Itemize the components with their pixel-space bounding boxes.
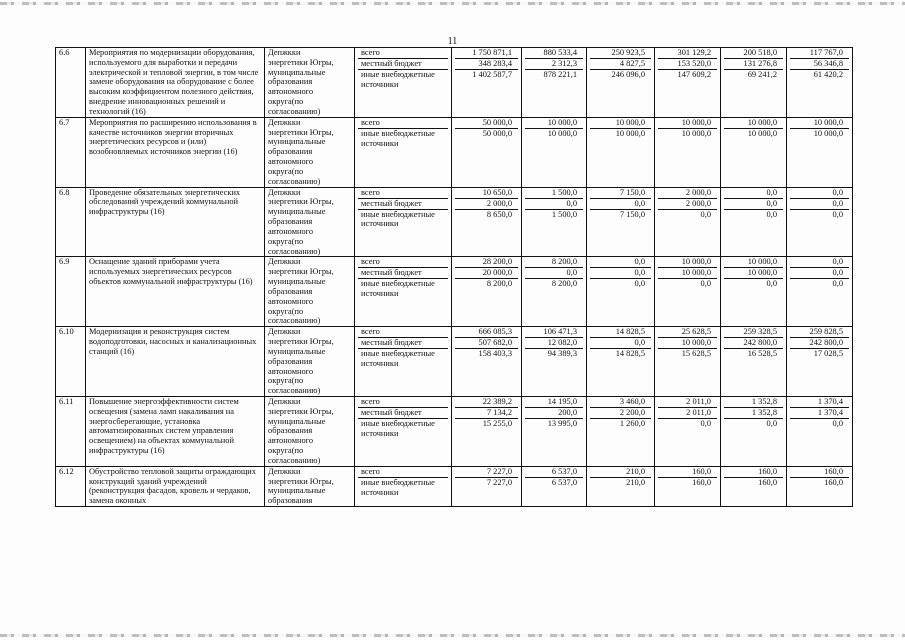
table-row xyxy=(56,257,853,327)
amount-cell xyxy=(522,327,587,397)
executor-line: муниципальные xyxy=(268,137,326,147)
amount-value: 12 082,0 xyxy=(525,338,583,349)
scan-edge-bottom xyxy=(0,634,905,637)
executor-line: автономного xyxy=(268,226,314,236)
executor-word: Депжкк xyxy=(268,257,296,267)
source-cell xyxy=(355,327,452,397)
executor-line xyxy=(268,97,351,107)
amount-value: 0,0 xyxy=(525,268,583,279)
executor-cell xyxy=(265,466,355,506)
executor-line: энергетики Югры, xyxy=(268,406,334,416)
amount-value: 0,0 xyxy=(832,209,843,219)
row-number: 6.9 xyxy=(56,257,86,327)
amount-value: 348 283,4 xyxy=(455,59,518,70)
executor-line: образования xyxy=(268,77,313,87)
executor-cell xyxy=(265,257,355,327)
amount-cell xyxy=(522,187,587,257)
amount-cell xyxy=(787,257,853,327)
amount-cell xyxy=(787,48,853,118)
amount-value: 50 000,0 xyxy=(482,128,512,138)
amount-value: 0,0 xyxy=(790,188,849,199)
source-cell xyxy=(355,48,452,118)
executor-word: и xyxy=(295,257,301,267)
amount-value: 507 682,0 xyxy=(455,338,518,349)
amount-cell xyxy=(787,117,853,187)
executor-cell xyxy=(265,327,355,397)
amount-value: 13 995,0 xyxy=(547,418,577,428)
page-number: 11 xyxy=(447,36,458,47)
executor-line xyxy=(268,307,351,317)
table-row xyxy=(56,187,853,257)
amount-value: 2 011,0 xyxy=(658,408,717,419)
amount-cell xyxy=(721,396,787,466)
amount-cell xyxy=(587,257,655,327)
amount-cell xyxy=(655,187,721,257)
executor-line: образования xyxy=(268,496,313,506)
executor-line xyxy=(268,446,351,456)
amount-value: 10 000,0 xyxy=(724,268,783,279)
amount-value: 50 000,0 xyxy=(455,118,518,129)
amount-value: 259 828,5 xyxy=(790,327,849,338)
amount-value: 61 420,2 xyxy=(813,70,843,79)
funding-source: всего xyxy=(358,397,448,408)
executor-word: (по xyxy=(291,166,304,176)
amount-value: 210,0 xyxy=(626,477,645,487)
amount-value: 117 767,0 xyxy=(790,48,849,59)
executor-word: Депжкк xyxy=(268,396,296,406)
funding-source: иные внебюджетные источники xyxy=(361,279,435,299)
amount-value: 25 628,5 xyxy=(658,327,717,338)
executor-line: согласованию) xyxy=(268,176,321,186)
amount-value: 1 352,8 xyxy=(724,397,783,408)
executor-line xyxy=(268,397,351,407)
amount-value: 0,0 xyxy=(832,418,843,428)
amount-value: 7 227,0 xyxy=(455,467,518,478)
amount-value: 106 471,3 xyxy=(525,327,583,338)
table-row xyxy=(56,327,853,397)
amount-value: 94 389,3 xyxy=(547,349,577,359)
funding-source: местный бюджет xyxy=(358,199,448,210)
amount-value: 10 000,0 xyxy=(658,118,717,129)
amount-cell xyxy=(721,466,787,506)
amount-value: 14 828,5 xyxy=(615,349,645,359)
amount-value: 4 827,5 xyxy=(590,59,651,70)
amount-value: 2 000,0 xyxy=(455,199,518,210)
amount-value: 3 460,0 xyxy=(590,397,651,408)
amount-value: 10 000,0 xyxy=(747,128,777,138)
amount-value: 210,0 xyxy=(590,467,651,478)
amount-value: 1 352,8 xyxy=(724,408,783,419)
amount-cell xyxy=(587,187,655,257)
amount-value: 14 195,0 xyxy=(525,397,583,408)
executor-line: согласованию) xyxy=(268,316,321,326)
measure-name: Мероприятия по расширению использования в качестве источников энергии вторичных энергетических ресурсов и (или) возобновляемых источников энергии (16) xyxy=(86,117,265,187)
amount-cell xyxy=(721,117,787,187)
amount-value: 259 328,5 xyxy=(724,327,783,338)
executor-word: (по xyxy=(291,306,304,316)
row-number: 6.7 xyxy=(56,117,86,187)
executor-line: образования xyxy=(268,147,313,157)
amount-cell xyxy=(587,396,655,466)
executor-line: согласованию) xyxy=(268,386,321,396)
scan-edge-top xyxy=(0,2,905,5)
amount-value: 2 000,0 xyxy=(658,188,717,199)
executor-word: и xyxy=(295,117,301,127)
amount-cell xyxy=(655,396,721,466)
amount-value: 8 200,0 xyxy=(525,257,583,268)
row-number: 6.6 xyxy=(56,48,86,118)
amount-cell xyxy=(452,466,522,506)
amount-cell xyxy=(452,396,522,466)
executor-line: муниципальные xyxy=(268,346,326,356)
executor-line: энергетики Югры, xyxy=(268,127,334,137)
measure-name: Мероприятия по модернизации оборудования, используемого для выработки и передачи электрической и тепловой энергии, в том числе замене оборудования на оборудование с более высоким коэффициентом полезного действия, внедрение инновационных решений и технологий (16) xyxy=(86,48,265,118)
executor-line xyxy=(268,237,351,247)
executor-word: и xyxy=(295,396,301,406)
executor-line: энергетики Югры, xyxy=(268,476,334,486)
amount-value: 10 000,0 xyxy=(658,257,717,268)
amount-value: 160,0 xyxy=(824,477,843,487)
amount-value: 7 134,2 xyxy=(455,408,518,419)
executor-line: автономного xyxy=(268,157,314,167)
source-cell xyxy=(355,117,452,187)
amount-value: 0,0 xyxy=(790,257,849,268)
amount-cell xyxy=(787,396,853,466)
amount-value: 0,0 xyxy=(832,279,843,289)
amount-value: 0,0 xyxy=(790,268,849,279)
executor-word: Депжкк xyxy=(268,48,296,57)
executor-line xyxy=(268,467,351,477)
executor-line: автономного xyxy=(268,366,314,376)
amount-value: 7 227,0 xyxy=(486,477,512,487)
amount-value: 2 011,0 xyxy=(658,397,717,408)
funding-source: всего xyxy=(358,257,448,268)
amount-cell xyxy=(787,466,853,506)
executor-line: автономного xyxy=(268,436,314,446)
amount-cell xyxy=(787,327,853,397)
executor-line: муниципальные xyxy=(268,67,326,77)
amount-cell xyxy=(655,48,721,118)
row-number: 6.8 xyxy=(56,187,86,257)
amount-value: 10 000,0 xyxy=(590,118,651,129)
amount-value: 160,0 xyxy=(758,477,777,487)
amount-value: 10 000,0 xyxy=(658,268,717,279)
executor-line xyxy=(268,376,351,386)
executor-line: согласованию) xyxy=(268,106,321,116)
funding-source: иные внебюджетные источники xyxy=(361,209,435,229)
amount-value: 1 370,4 xyxy=(790,397,849,408)
amount-value: 1 750 871,1 xyxy=(455,48,518,59)
amount-value: 15 628,5 xyxy=(681,349,711,359)
funding-source: местный бюджет xyxy=(358,268,448,279)
amount-value: 0,0 xyxy=(724,199,783,210)
executor-line xyxy=(268,327,351,337)
executor-word: округа xyxy=(268,306,292,316)
amount-value: 0,0 xyxy=(724,188,783,199)
amount-value: 153 520,0 xyxy=(658,59,717,70)
amount-cell xyxy=(587,117,655,187)
amount-value: 10 000,0 xyxy=(658,338,717,349)
amount-value: 6 537,0 xyxy=(551,477,577,487)
table-row xyxy=(56,117,853,187)
executor-cell xyxy=(265,48,355,118)
amount-cell xyxy=(522,257,587,327)
measure-name: Проведение обязательных энергетических обследований учреждений коммунальной инфраструктуры (16) xyxy=(86,187,265,257)
amount-cell xyxy=(587,466,655,506)
amount-value: 1 402 587,7 xyxy=(472,70,512,79)
amount-value: 0,0 xyxy=(700,418,711,428)
executor-line xyxy=(268,167,351,177)
amount-value: 10 000,0 xyxy=(615,128,645,138)
executor-line: автономного xyxy=(268,87,314,97)
table-row xyxy=(56,48,853,118)
amount-value: 200 518,0 xyxy=(724,48,783,59)
amount-value: 15 255,0 xyxy=(482,418,512,428)
amount-value: 0,0 xyxy=(700,279,711,289)
executor-word: и xyxy=(295,327,301,337)
amount-value: 160,0 xyxy=(790,467,849,478)
amount-value: 1 370,4 xyxy=(790,408,849,419)
table-row xyxy=(56,396,853,466)
amount-value: 1 500,0 xyxy=(525,188,583,199)
amount-value: 880 533,4 xyxy=(525,48,583,59)
amount-value: 0,0 xyxy=(590,199,651,210)
amount-value: 250 923,5 xyxy=(590,48,651,59)
row-number: 6.10 xyxy=(56,327,86,397)
amount-value: 0,0 xyxy=(790,199,849,210)
amount-cell xyxy=(655,117,721,187)
amount-cell xyxy=(452,187,522,257)
amount-value: 2 312,3 xyxy=(525,59,583,70)
executor-word: и xyxy=(295,187,301,197)
amount-value: 242 800,0 xyxy=(790,338,849,349)
table-body xyxy=(56,48,853,507)
amount-value: 10 000,0 xyxy=(681,128,711,138)
row-number: 6.12 xyxy=(56,466,86,506)
executor-word: округа xyxy=(268,97,292,107)
source-cell xyxy=(355,466,452,506)
amount-value: 242 800,0 xyxy=(724,338,783,349)
executor-line: образования xyxy=(268,217,313,227)
amount-cell xyxy=(721,327,787,397)
executor-word: округа xyxy=(268,376,292,386)
executor-line: автономного xyxy=(268,296,314,306)
amount-value: 1 500,0 xyxy=(551,209,577,219)
amount-value: 14 828,5 xyxy=(590,327,651,338)
executor-line: образования xyxy=(268,356,313,366)
amount-value: 20 000,0 xyxy=(455,268,518,279)
executor-line xyxy=(268,257,351,267)
amount-value: 0,0 xyxy=(590,257,651,268)
funding-source: местный бюджет xyxy=(358,59,448,70)
amount-value: 10 000,0 xyxy=(790,118,849,129)
amount-value: 878 221,1 xyxy=(543,70,577,79)
executor-line: образования xyxy=(268,426,313,436)
amount-value: 131 276,8 xyxy=(724,59,783,70)
amount-value: 0,0 xyxy=(766,279,777,289)
amount-value: 10 650,0 xyxy=(455,188,518,199)
executor-word: Депжкк xyxy=(268,327,296,337)
table-row xyxy=(56,466,853,506)
executor-word: (по xyxy=(291,97,304,107)
funding-source: местный бюджет xyxy=(358,338,448,349)
executor-word: округа xyxy=(268,166,292,176)
funding-source: всего xyxy=(358,467,448,478)
source-cell xyxy=(355,187,452,257)
amount-value: 7 150,0 xyxy=(590,188,651,199)
amount-value: 56 346,8 xyxy=(790,59,849,70)
executor-line: муниципальные xyxy=(268,207,326,217)
amount-cell xyxy=(587,48,655,118)
amount-cell xyxy=(452,327,522,397)
executor-line xyxy=(268,48,351,58)
amount-cell xyxy=(787,187,853,257)
amount-value: 0,0 xyxy=(700,209,711,219)
executor-word: (по xyxy=(291,236,304,246)
amount-cell xyxy=(522,466,587,506)
executor-word: и xyxy=(295,48,301,57)
amount-value: 1 260,0 xyxy=(619,418,645,428)
amount-value: 0,0 xyxy=(525,199,583,210)
amount-cell xyxy=(655,257,721,327)
amount-value: 2 000,0 xyxy=(658,199,717,210)
funding-source: местный бюджет xyxy=(358,408,448,419)
amount-value: 200,0 xyxy=(525,408,583,419)
executor-word: округа xyxy=(268,236,292,246)
executor-line: согласованию) xyxy=(268,246,321,256)
funding-source: иные внебюджетные источники xyxy=(361,418,435,438)
amount-cell xyxy=(655,327,721,397)
amount-value: 0,0 xyxy=(590,268,651,279)
executor-line xyxy=(268,188,351,198)
executor-line: муниципальные xyxy=(268,486,326,496)
amount-value: 10 000,0 xyxy=(724,118,783,129)
funding-source: иные внебюджетные источники xyxy=(361,349,435,369)
amount-value: 666 085,3 xyxy=(455,327,518,338)
executor-cell xyxy=(265,117,355,187)
amount-value: 69 241,2 xyxy=(747,70,777,79)
amount-cell xyxy=(721,257,787,327)
amount-value: 158 403,3 xyxy=(478,349,512,359)
measure-name: Повышение энергоэффективности систем освещения (замена ламп накаливания на энергосберегающие, установка автоматизированных систем управления освещением) на объектах коммунальной инфраструктуры (16) xyxy=(86,396,265,466)
amount-value: 160,0 xyxy=(724,467,783,478)
amount-cell xyxy=(587,327,655,397)
amount-value: 8 200,0 xyxy=(486,279,512,289)
amount-cell xyxy=(721,187,787,257)
executor-line: энергетики Югры, xyxy=(268,57,334,67)
funding-source: всего xyxy=(358,118,448,129)
amount-value: 17 028,5 xyxy=(813,349,843,359)
funding-source: иные внебюджетные источники xyxy=(361,70,435,89)
amount-value: 10 000,0 xyxy=(525,118,583,129)
executor-line: муниципальные xyxy=(268,416,326,426)
program-table xyxy=(55,47,853,507)
measure-name: Модернизация и реконструкция систем водоподготовки, насосных и канализационных станций (16) xyxy=(86,327,265,397)
executor-line: образования xyxy=(268,286,313,296)
executor-word: Депжкк xyxy=(268,466,296,476)
amount-cell xyxy=(522,396,587,466)
row-number: 6.11 xyxy=(56,396,86,466)
amount-value: 22 389,2 xyxy=(455,397,518,408)
amount-value: 28 200,0 xyxy=(455,257,518,268)
measure-name: Обустройство тепловой защиты ограждающих конструкций зданий учреждений (реконструкция фасадов, кровель и чердаков, замена оконных xyxy=(86,466,265,506)
funding-source: иные внебюджетные источники xyxy=(361,128,435,148)
amount-value: 160,0 xyxy=(658,467,717,478)
amount-cell xyxy=(522,48,587,118)
amount-value: 10 000,0 xyxy=(813,128,843,138)
executor-word: округа xyxy=(268,446,292,456)
amount-value: 246 096,0 xyxy=(611,70,645,79)
executor-word: (по xyxy=(291,376,304,386)
executor-word: и xyxy=(295,466,301,476)
amount-value: 16 528,5 xyxy=(747,349,777,359)
funding-source: всего xyxy=(358,48,448,59)
amount-value: 2 200,0 xyxy=(590,408,651,419)
executor-line: муниципальные xyxy=(268,277,326,287)
amount-value: 0,0 xyxy=(634,279,645,289)
amount-value: 7 150,0 xyxy=(619,209,645,219)
amount-value: 147 609,2 xyxy=(677,70,711,79)
amount-value: 10 000,0 xyxy=(547,128,577,138)
amount-value: 0,0 xyxy=(766,418,777,428)
executor-word: Депжкк xyxy=(268,117,296,127)
amount-value: 301 129,2 xyxy=(658,48,717,59)
amount-value: 6 537,0 xyxy=(525,467,583,478)
amount-cell xyxy=(655,466,721,506)
amount-value: 0,0 xyxy=(590,338,651,349)
amount-cell xyxy=(522,117,587,187)
amount-cell xyxy=(452,117,522,187)
measure-name: Оснащение зданий приборами учета используемых энергетических ресурсов объектов коммунальной инфраструктуры (16) xyxy=(86,257,265,327)
amount-value: 8 200,0 xyxy=(551,279,577,289)
executor-cell xyxy=(265,396,355,466)
executor-line: согласованию) xyxy=(268,455,321,465)
executor-line: энергетики Югры, xyxy=(268,197,334,207)
amount-cell xyxy=(721,48,787,118)
amount-cell xyxy=(452,257,522,327)
executor-cell xyxy=(265,187,355,257)
funding-source: всего xyxy=(358,327,448,338)
amount-value: 8 650,0 xyxy=(486,209,512,219)
amount-cell xyxy=(452,48,522,118)
executor-line: энергетики Югры, xyxy=(268,267,334,277)
executor-word: Депжкк xyxy=(268,187,296,197)
executor-word: (по xyxy=(291,446,304,456)
amount-value: 160,0 xyxy=(692,477,711,487)
funding-source: иные внебюджетные источники xyxy=(361,477,435,497)
executor-line xyxy=(268,118,351,128)
amount-value: 0,0 xyxy=(766,209,777,219)
executor-line: энергетики Югры, xyxy=(268,337,334,347)
funding-source: всего xyxy=(358,188,448,199)
source-cell xyxy=(355,257,452,327)
source-cell xyxy=(355,396,452,466)
amount-value: 10 000,0 xyxy=(724,257,783,268)
